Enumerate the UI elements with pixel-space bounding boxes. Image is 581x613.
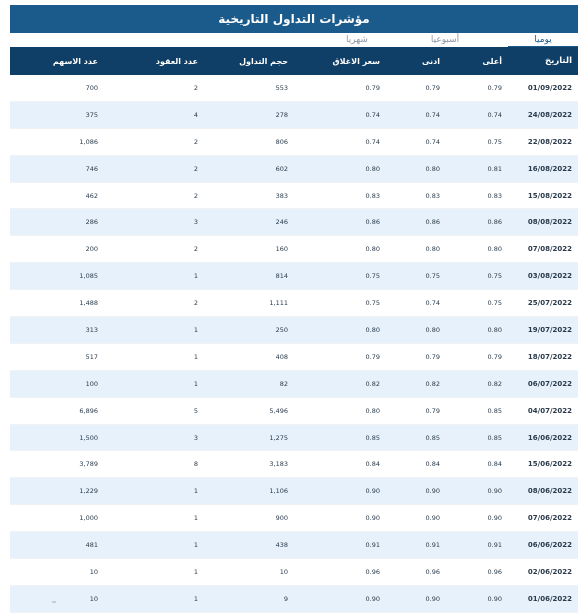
- header-low: ادنى: [422, 56, 440, 66]
- table-row: [10, 344, 578, 371]
- table-row: [10, 183, 578, 210]
- cell-close: 0.90: [365, 487, 380, 496]
- cell-close: 0.80: [365, 406, 380, 415]
- table-row: [10, 451, 578, 478]
- table-row: [10, 371, 578, 398]
- header-volume: حجم التداول: [239, 56, 288, 66]
- cell-contracts: 1: [193, 379, 198, 388]
- cell-shares: 10: [89, 594, 98, 603]
- cell-volume: 5,496: [269, 406, 288, 415]
- cell-volume: 438: [275, 541, 288, 550]
- cell-contracts: 1: [193, 594, 198, 603]
- cell-high: 0.86: [487, 218, 502, 227]
- header-high: أعلى: [482, 56, 502, 66]
- tab-monthly[interactable]: شهريا: [346, 34, 368, 45]
- cell-volume: 1,106: [269, 487, 288, 496]
- cell-date: 24/08/2022: [527, 110, 572, 119]
- footer-divider: [52, 601, 56, 603]
- cell-date: 01/06/2022: [527, 594, 572, 603]
- cell-contracts: 1: [193, 487, 198, 496]
- cell-contracts: 1: [193, 514, 198, 523]
- cell-close: 0.86: [365, 218, 380, 227]
- cell-low: 0.74: [425, 110, 440, 119]
- cell-volume: 9: [283, 594, 288, 603]
- cell-contracts: 3: [193, 433, 198, 442]
- cell-shares: 1,000: [79, 514, 98, 523]
- cell-high: 0.75: [487, 137, 502, 146]
- cell-volume: 408: [275, 352, 288, 361]
- trading-table: [10, 47, 578, 613]
- cell-high: 0.91: [487, 541, 502, 550]
- cell-low: 0.84: [425, 460, 440, 469]
- cell-contracts: 1: [193, 567, 198, 576]
- cell-close: 0.74: [365, 137, 380, 146]
- cell-shares: 3,789: [79, 460, 98, 469]
- cell-high: 0.90: [487, 594, 502, 603]
- cell-shares: 1,086: [79, 137, 98, 146]
- cell-shares: 100: [85, 379, 98, 388]
- cell-low: 0.91: [425, 541, 440, 550]
- header-close: سعر الاغلاق: [332, 56, 380, 66]
- cell-contracts: 5: [193, 406, 198, 415]
- cell-close: 0.82: [365, 379, 380, 388]
- cell-high: 0.75: [487, 299, 502, 308]
- table-row: [10, 478, 578, 505]
- cell-date: 16/06/2022: [527, 433, 572, 442]
- cell-contracts: 1: [193, 352, 198, 361]
- cell-shares: 313: [85, 325, 98, 334]
- cell-low: 0.79: [425, 352, 440, 361]
- cell-shares: 700: [85, 83, 98, 92]
- cell-close: 0.80: [365, 245, 380, 254]
- cell-date: 01/09/2022: [527, 83, 572, 92]
- tab-weekly[interactable]: أسبوعيا: [430, 34, 460, 45]
- table-row: [10, 263, 578, 290]
- cell-close: 0.96: [365, 567, 380, 576]
- table-row: [10, 209, 578, 236]
- cell-low: 0.90: [425, 514, 440, 523]
- cell-close: 0.84: [365, 460, 380, 469]
- cell-volume: 1,111: [269, 299, 288, 308]
- table-header: [10, 47, 578, 75]
- table-row: [10, 75, 578, 102]
- cell-date: 06/07/2022: [527, 379, 572, 388]
- cell-volume: 806: [275, 137, 288, 146]
- cell-shares: 1,500: [79, 433, 98, 442]
- tab-daily[interactable]: يوميا: [508, 33, 578, 47]
- cell-date: 02/06/2022: [527, 567, 572, 576]
- cell-shares: 481: [85, 541, 98, 550]
- cell-date: 16/08/2022: [527, 164, 572, 173]
- cell-shares: 462: [85, 191, 98, 200]
- cell-volume: 3,183: [269, 460, 288, 469]
- cell-low: 0.83: [425, 191, 440, 200]
- cell-contracts: 2: [193, 164, 198, 173]
- table-body: [10, 75, 578, 613]
- cell-close: 0.75: [365, 272, 380, 281]
- table-row: [10, 398, 578, 425]
- cell-low: 0.74: [425, 137, 440, 146]
- cell-contracts: 8: [193, 460, 198, 469]
- cell-high: 0.90: [487, 514, 502, 523]
- cell-high: 0.79: [487, 83, 502, 92]
- cell-high: 0.80: [487, 325, 502, 334]
- cell-high: 0.81: [487, 164, 502, 173]
- cell-shares: 517: [85, 352, 98, 361]
- cell-shares: 6,896: [79, 406, 98, 415]
- cell-date: 08/08/2022: [527, 218, 572, 227]
- period-tabs: [10, 33, 578, 47]
- cell-low: 0.90: [425, 594, 440, 603]
- cell-high: 0.75: [487, 272, 502, 281]
- cell-close: 0.80: [365, 325, 380, 334]
- cell-volume: 250: [275, 325, 288, 334]
- cell-shares: 1,085: [79, 272, 98, 281]
- table-row: [10, 129, 578, 156]
- cell-close: 0.74: [365, 110, 380, 119]
- cell-high: 0.96: [487, 567, 502, 576]
- cell-close: 0.75: [365, 299, 380, 308]
- table-row: [10, 505, 578, 532]
- table-row: [10, 236, 578, 263]
- cell-high: 0.80: [487, 245, 502, 254]
- cell-shares: 375: [85, 110, 98, 119]
- cell-shares: 746: [85, 164, 98, 173]
- cell-close: 0.83: [365, 191, 380, 200]
- cell-date: 07/08/2022: [527, 245, 572, 254]
- cell-shares: 286: [85, 218, 98, 227]
- cell-volume: 278: [275, 110, 288, 119]
- cell-contracts: 1: [193, 541, 198, 550]
- table-row: [10, 586, 578, 613]
- cell-volume: 602: [275, 164, 288, 173]
- cell-date: 04/07/2022: [527, 406, 572, 415]
- cell-volume: 10: [279, 567, 288, 576]
- cell-contracts: 2: [193, 83, 198, 92]
- widget-title: مؤشرات التداول التاريخية: [10, 5, 578, 33]
- cell-contracts: 2: [193, 137, 198, 146]
- cell-close: 0.79: [365, 352, 380, 361]
- cell-date: 18/07/2022: [527, 352, 572, 361]
- cell-low: 0.85: [425, 433, 440, 442]
- cell-shares: 1,488: [79, 299, 98, 308]
- table-row: [10, 156, 578, 183]
- cell-contracts: 4: [193, 110, 198, 119]
- cell-volume: 1,275: [269, 433, 288, 442]
- table-row: [10, 559, 578, 586]
- cell-volume: 246: [275, 218, 288, 227]
- cell-contracts: 2: [193, 299, 198, 308]
- header-contracts: عدد العقود: [155, 56, 198, 66]
- cell-low: 0.80: [425, 164, 440, 173]
- cell-date: 08/06/2022: [527, 487, 572, 496]
- cell-low: 0.86: [425, 218, 440, 227]
- cell-low: 0.75: [425, 272, 440, 281]
- cell-contracts: 1: [193, 325, 198, 334]
- cell-contracts: 1: [193, 272, 198, 281]
- cell-high: 0.84: [487, 460, 502, 469]
- cell-close: 0.90: [365, 594, 380, 603]
- cell-high: 0.83: [487, 191, 502, 200]
- cell-low: 0.74: [425, 299, 440, 308]
- cell-low: 0.90: [425, 487, 440, 496]
- cell-low: 0.82: [425, 379, 440, 388]
- cell-close: 0.80: [365, 164, 380, 173]
- cell-date: 22/08/2022: [527, 137, 572, 146]
- cell-date: 06/06/2022: [527, 541, 572, 550]
- header-date: التاريخ: [545, 56, 572, 66]
- cell-volume: 900: [275, 514, 288, 523]
- table-row: [10, 317, 578, 344]
- cell-high: 0.85: [487, 433, 502, 442]
- table-row: [10, 102, 578, 129]
- header-shares: عدد الاسهم: [52, 56, 98, 66]
- cell-volume: 82: [279, 379, 288, 388]
- cell-high: 0.90: [487, 487, 502, 496]
- cell-high: 0.74: [487, 110, 502, 119]
- cell-shares: 10: [89, 567, 98, 576]
- cell-close: 0.79: [365, 83, 380, 92]
- cell-date: 25/07/2022: [527, 299, 572, 308]
- cell-high: 0.85: [487, 406, 502, 415]
- cell-shares: 200: [85, 245, 98, 254]
- cell-low: 0.79: [425, 406, 440, 415]
- cell-low: 0.79: [425, 83, 440, 92]
- cell-high: 0.79: [487, 352, 502, 361]
- cell-date: 07/06/2022: [527, 514, 572, 523]
- cell-date: 15/06/2022: [527, 460, 572, 469]
- cell-contracts: 2: [193, 191, 198, 200]
- table-row: [10, 425, 578, 452]
- cell-date: 03/08/2022: [527, 272, 572, 281]
- table-row: [10, 290, 578, 317]
- cell-shares: 1,229: [79, 487, 98, 496]
- cell-volume: 383: [275, 191, 288, 200]
- table-row: [10, 532, 578, 559]
- cell-date: 15/08/2022: [527, 191, 572, 200]
- cell-close: 0.90: [365, 514, 380, 523]
- cell-date: 19/07/2022: [527, 325, 572, 334]
- cell-contracts: 3: [193, 218, 198, 227]
- cell-volume: 160: [275, 245, 288, 254]
- cell-high: 0.82: [487, 379, 502, 388]
- cell-close: 0.91: [365, 541, 380, 550]
- cell-low: 0.96: [425, 567, 440, 576]
- cell-volume: 553: [275, 83, 288, 92]
- cell-contracts: 2: [193, 245, 198, 254]
- cell-volume: 814: [275, 272, 288, 281]
- cell-low: 0.80: [425, 325, 440, 334]
- cell-close: 0.85: [365, 433, 380, 442]
- cell-low: 0.80: [425, 245, 440, 254]
